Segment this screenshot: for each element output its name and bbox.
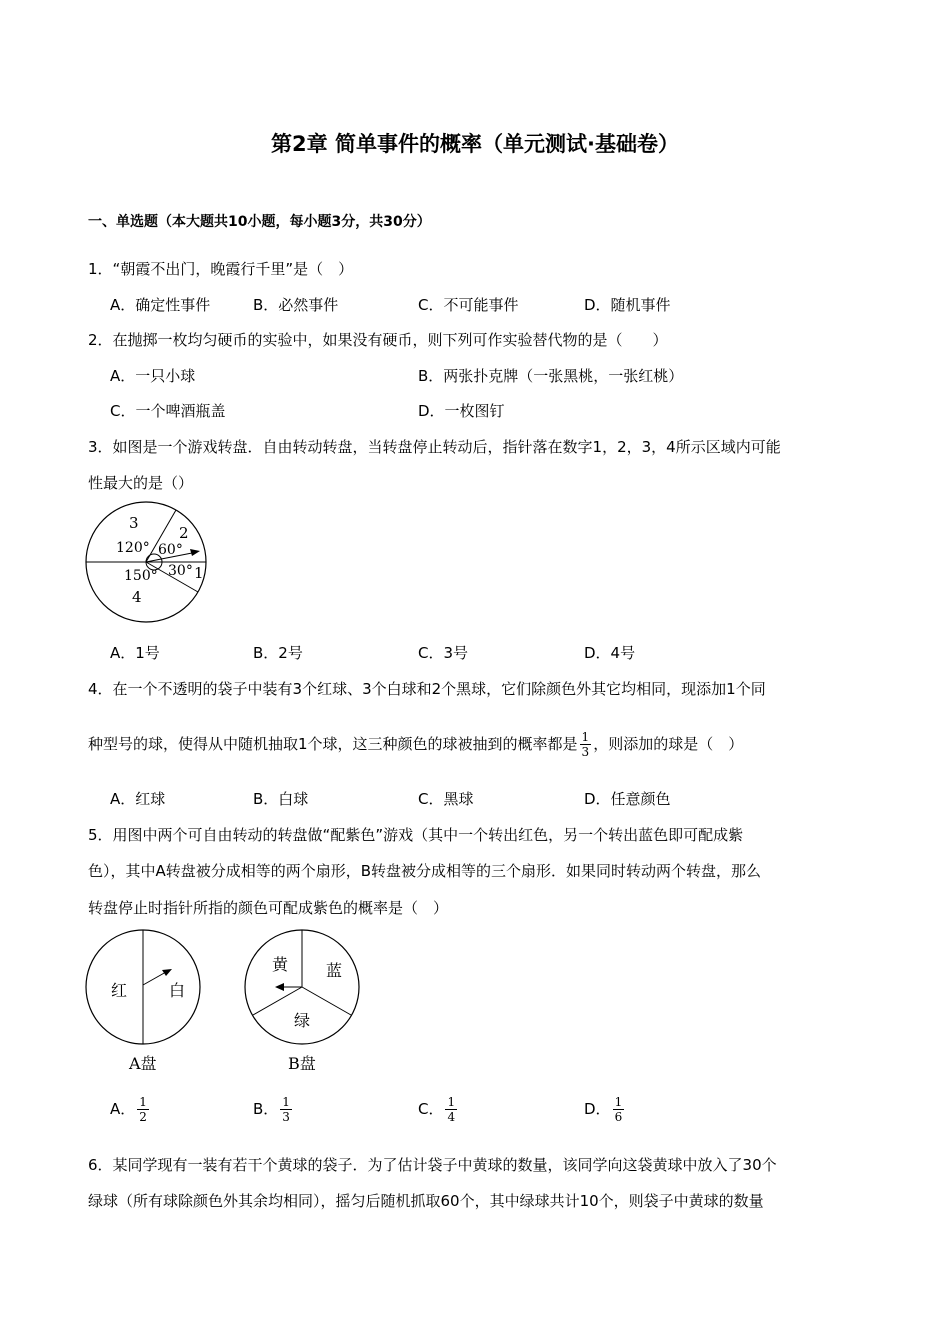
q4-option-a: A．红球 (110, 790, 166, 808)
fraction (445, 1095, 457, 1124)
region-4-label: 4 (132, 588, 142, 606)
q3-option-d: D．4号 (584, 644, 636, 662)
region-1-label: 1 (194, 564, 204, 582)
fraction (280, 1095, 292, 1124)
spinner-b-caption: B盘 (288, 1054, 316, 1073)
q1-stem: 1．“朝霞不出门，晚霞行千里”是（ ） (88, 260, 354, 278)
q2-option-d: D．一枚图钉 (418, 402, 505, 420)
q6-stem-line2: 绿球（所有球除颜色外其余均相同），摇匀后随机抓取60个，其中绿球共计10个，则袋子中黄球的数量 (88, 1192, 764, 1210)
q3-stem-line2: 性最大的是（） (88, 474, 194, 492)
q4-option-c: C．黑球 (418, 790, 474, 808)
q4-stem-line2 (88, 730, 743, 759)
q5-option-c (418, 1095, 459, 1124)
q4-stem-part2: ，则添加的球是（ ） (593, 735, 744, 753)
q1-option-d: D．随机事件 (584, 296, 671, 314)
q5-stem-line2: 色），其中A转盘被分成相等的两个扇形，B转盘被分成相等的三个扇形．如果同时转动两个转盘，那么 (88, 862, 762, 880)
spinner-a-red: 红 (111, 981, 128, 1000)
denominator: 3 (282, 1110, 290, 1124)
option-label: A． (110, 1100, 136, 1118)
fraction (137, 1095, 149, 1124)
q6-stem-line1: 6．某同学现有一装有若干个黄球的袋子．为了估计袋子中黄球的数量，该同学向这袋黄球中放入了30个 (88, 1156, 777, 1174)
angle-60: 60° (158, 542, 183, 558)
spinner-figure (84, 500, 210, 624)
q4-option-d: D．任意颜色 (584, 790, 671, 808)
q5-option-b (253, 1095, 294, 1124)
denominator: 3 (581, 745, 590, 759)
q4-option-b: B．白球 (253, 790, 309, 808)
spinners-a-b-figure (84, 928, 374, 1078)
q3-stem-line1: 3．如图是一个游戏转盘．自由转动转盘，当转盘停止转动后，指针落在数字1，2，3，4所示区域内可能 (88, 438, 781, 456)
section-heading: 一、单选题（本大题共10小题，每小题3分，共30分） (88, 214, 431, 230)
q1-option-b: B．必然事件 (253, 296, 339, 314)
region-2-label: 2 (179, 524, 189, 542)
q2-option-a: A．一只小球 (110, 367, 196, 385)
region-3-label: 3 (129, 514, 139, 532)
spinner-a-white: 白 (169, 981, 186, 1000)
numerator: 1 (282, 1095, 290, 1109)
q2-stem: 2．在抛掷一枚均匀硬币的实验中，如果没有硬币，则下列可作实验替代物的是（ ） (88, 331, 668, 349)
q2-option-b: B．两张扑克牌（一张黑桃，一张红桃） (418, 367, 684, 385)
spinner-b-green: 绿 (294, 1011, 311, 1030)
spinner-b-yellow: 黄 (272, 955, 289, 974)
numerator: 1 (614, 1095, 623, 1109)
spinner-b-blue: 蓝 (326, 961, 343, 980)
fraction-one-third (580, 730, 592, 759)
q4-stem-line1: 4．在一个不透明的袋子中装有3个红球、3个白球和2个黑球，它们除颜色外其它均相同，现添加1个同 (88, 680, 766, 698)
page-title: 第2章 简单事件的概率（单元测试·基础卷） (271, 132, 679, 156)
option-label: C． (418, 1100, 444, 1118)
denominator: 6 (614, 1110, 623, 1124)
angle-30: 30° (168, 563, 193, 579)
q4-stem-part1: 种型号的球，使得从中随机抽取1个球，这三种颜色的球被抽到的概率都是 (88, 735, 578, 753)
angle-120: 120° (116, 540, 150, 556)
denominator: 2 (139, 1110, 147, 1124)
q2-option-c: C．一个啤酒瓶盖 (110, 402, 226, 420)
q3-option-b: B．2号 (253, 644, 303, 662)
q5-option-a (110, 1095, 151, 1124)
q3-option-a: A．1号 (110, 644, 160, 662)
q5-stem-line3: 转盘停止时指针所指的颜色可配成紫色的概率是（ ） (88, 899, 449, 917)
denominator: 4 (447, 1110, 456, 1124)
spinner-a-caption: A盘 (129, 1054, 157, 1073)
q1-option-c: C．不可能事件 (418, 296, 519, 314)
numerator: 1 (447, 1095, 456, 1109)
fraction (613, 1095, 625, 1124)
q3-option-c: C．3号 (418, 644, 469, 662)
q5-option-d (584, 1095, 626, 1124)
q5-stem-line1: 5．用图中两个可自由转动的转盘做“配紫色”游戏（其中一个转出红色，另一个转出蓝色即可配成紫 (88, 826, 744, 844)
option-label: D． (584, 1100, 611, 1118)
angle-150: 150° (124, 568, 158, 584)
numerator: 1 (581, 730, 590, 744)
numerator: 1 (139, 1095, 147, 1109)
q1-option-a: A．确定性事件 (110, 296, 211, 314)
option-label: B． (253, 1100, 279, 1118)
